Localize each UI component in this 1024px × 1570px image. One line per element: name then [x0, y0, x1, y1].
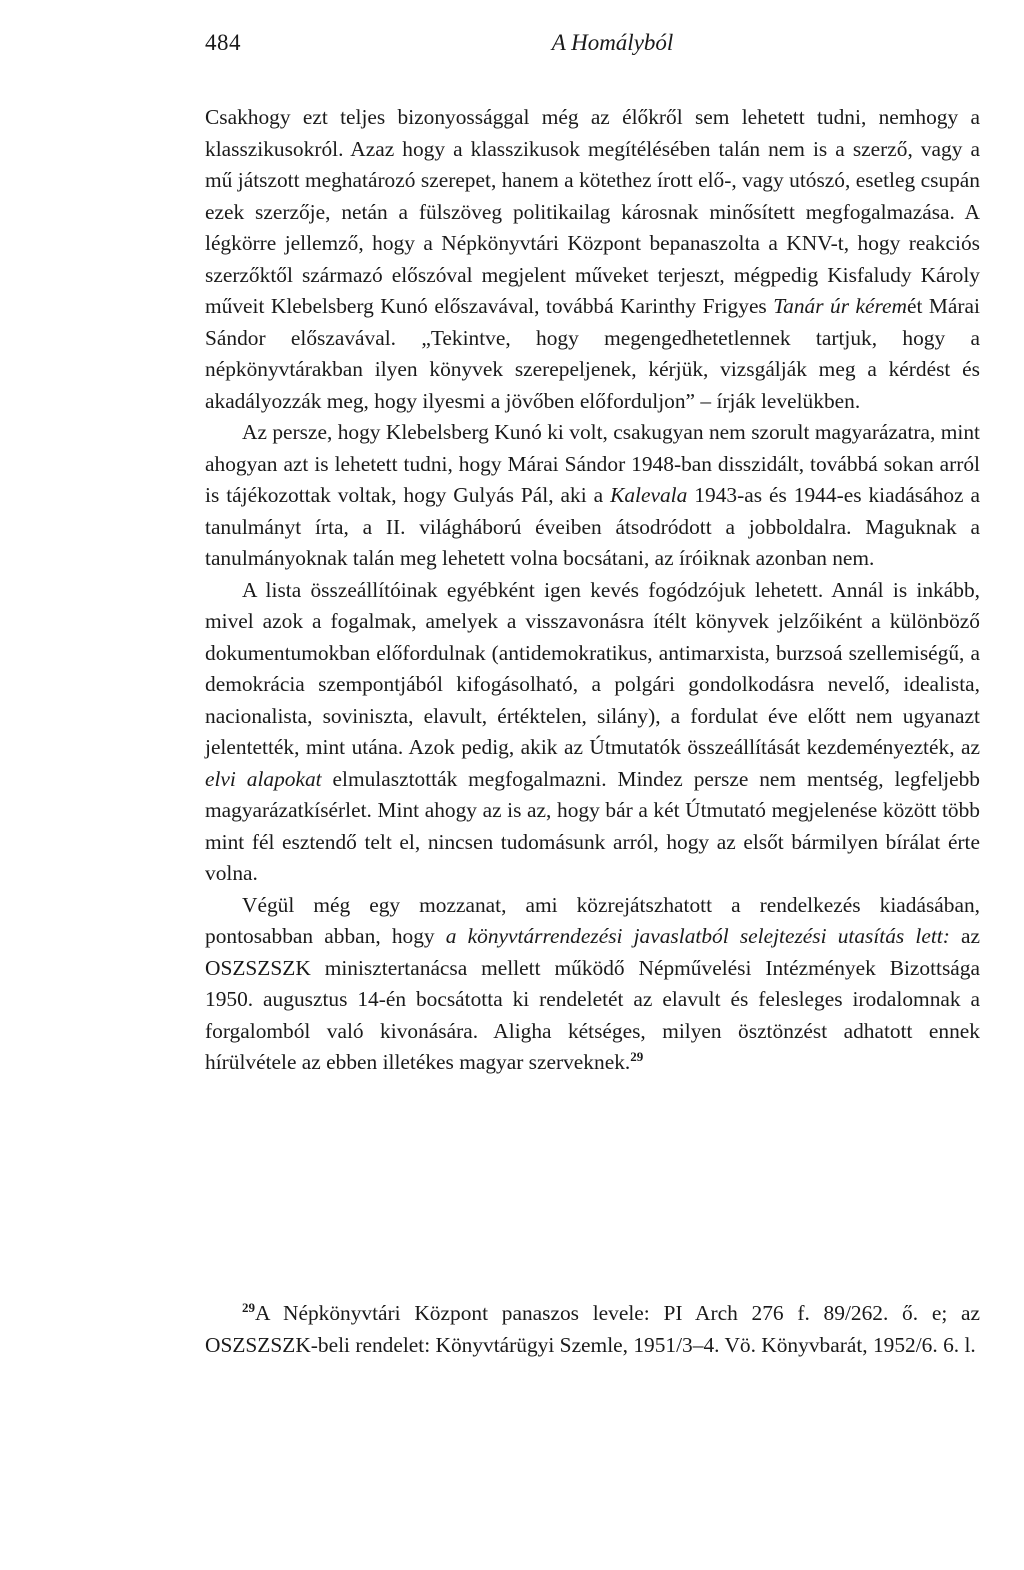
text-segment: Csakhogy ezt teljes bizonyossággal még az élőkről sem lehetett tudni, nemhogy a klasszikusokról. Azaz hogy a klasszikusok megítélésében talán nem is a szerző, vagy a mű játszott meghatározó szerepet, hanem a kötethez írott elő-, vagy utószó, esetleg csupán ezek szerzője, netán a fülszöveg politikailag károsnak minősített megfogalmazása. A légkörre jellemző, hogy a Népkönyvtári Központ bepanaszolta a KNV-t, hogy reakciós szerzőktől származó előszóval megjelent műveket terjeszt, mégpedig Kisfaludy Károly műveit Klebelsberg Kunó előszavával, továbbá Karinthy Frigyes: [205, 105, 980, 318]
text-segment: elmulasztották megfogalmazni. Mindez persze nem mentség, legfeljebb magyarázatkísérlet. Mint ahogy az is az, hogy bár a két Útmutató megjelenése között több mint fél esztendő telt el, nincsen tudomásunk arról, hogy az elsőt bármilyen bírálat érte volna.: [205, 766, 980, 885]
running-title: A Homályból: [551, 30, 674, 55]
text-segment: ét Márai Sándor előszavával. „Tekintve, hogy megengedhetetlennek tartjuk, hogy a népkönyvtárakban ilyen könyvek szerepeljenek, kérjük, vizsgálják meg a kérdést és akadályozzák meg, hogy ilyesmi a jövőben előforduljon” – írják levelükben.: [205, 294, 980, 413]
paragraph-3: [205, 575, 980, 890]
footnote-text: A Népkönyvtári Központ panaszos levele: PI Arch 276 f. 89/262. ő. e; az OSZSZSZK-beli rendelet: Könyvtárügyi Szemle, 1951/3–4. Vö. Könyvbarát, 1952/6. 6. l.: [205, 1301, 980, 1357]
page-number: 484: [205, 30, 241, 55]
text-segment: A lista összeállítóinak egyébként igen kevés fogódzójuk lehetett. Annál is inkább, mivel azok a fogalmak, amelyek a visszavonásra ítélt könyvek jelzőiként a különböző dokumentumokban előfordulnak (antidemokratikus, antimarxista, burzsoá szellemiségű, a demokrácia szempontjából kifogásolható, a polgári gondolkodásra nevelő, idealista, nacionalista, soviniszta, elavult, értéktelen, silány), a fordulat éve előtt nem ugyanazt jelentették, mint utána. Azok pedig, akik az Útmutatók összeállítását kezdeményezték, az: [205, 577, 980, 759]
book-title-tanar-ur-kerem: Tanár úr kérem: [773, 294, 907, 318]
emphasis-selejtezesi-utasitas: a könyvtárrendezési javaslatból selejtezési utasítás lett:: [445, 924, 950, 948]
text-segment: Az persze, hogy Klebelsberg Kunó ki volt, csakugyan nem szorult magyarázatra, mint ahogyan azt is lehetett tudni, hogy Márai Sándor 1948-ban disszidált, továbbá sokan arról is tájékozottak voltak, hogy Gulyás Pál, aki a: [205, 420, 980, 507]
text-segment: az OSZSZSZK minisztertanácsa mellett működő Népművelési Intézmények Bizottsága 1950. augusztus 14-én bocsátotta ki rendeletét az elavult és felesleges irodalomnak a forgalomból való kivonására. Aligha kétséges, milyen ösztönzést adhatott ennek hírülvétele az ebben illetékes magyar szerveknek.: [205, 924, 980, 1074]
footnote-reference[interactable]: 29: [630, 1048, 644, 1064]
book-title-kalevala: Kalevala: [610, 483, 688, 507]
page-header: [205, 30, 980, 64]
footnotes: [205, 1298, 980, 1361]
body-text: [205, 102, 980, 1079]
footnote-29: [205, 1298, 980, 1361]
paragraph-4: [205, 890, 980, 1079]
paragraph-1: [205, 102, 980, 417]
footnote-marker: 29: [242, 1299, 255, 1315]
text-segment: 1943-as és 1944-es kiadásához a tanulmányt írta, a II. világháború éveiben átsodródott a jobboldalra. Maguknak a tanulmányoknak talán meg lehetett volna bocsátani, az íróiknak azonban nem.: [205, 483, 980, 570]
text-segment: Végül még egy mozzanat, ami közrejátszhatott a rendelkezés kiadásában, pontosabban abban, hogy: [205, 892, 980, 948]
emphasis-elvi-alapokat: elvi alapokat: [205, 766, 322, 791]
paragraph-2: [205, 417, 980, 575]
